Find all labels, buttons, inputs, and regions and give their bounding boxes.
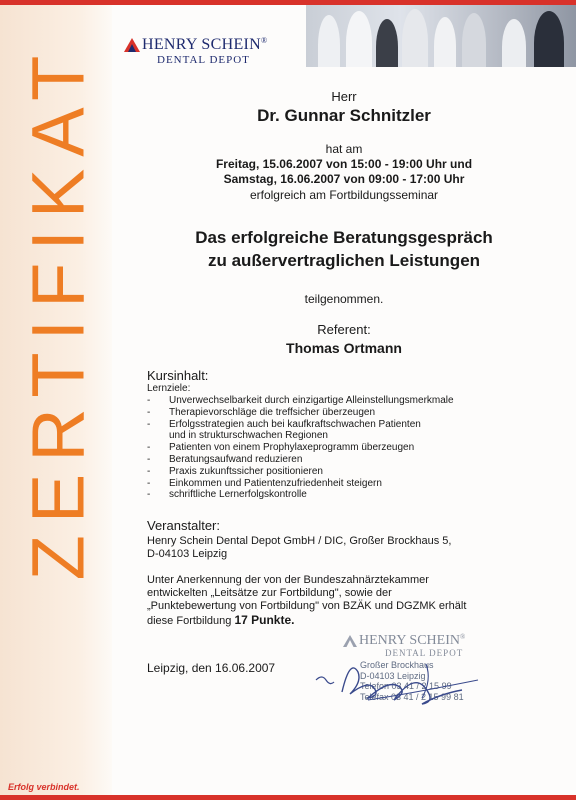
stamp-sub-text: DENTAL DEPOT xyxy=(385,648,464,658)
logo-brand-text: HENRY SCHEIN® xyxy=(142,36,268,53)
list-item: - Therapievorschläge die treffsicher überzeugen xyxy=(147,406,376,418)
list-item: - schriftliche Lernerfolgskontrolle xyxy=(147,489,307,501)
footer-slogan: Erfolg verbindet. xyxy=(8,782,80,792)
attendance-outro: erfolgreich am Fortbildungsseminar xyxy=(249,188,439,202)
speaker-label: Referent: xyxy=(317,322,371,337)
attendance-date-2: Samstag, 16.06.2007 von 09:00 - 17:00 Uhr xyxy=(223,172,465,186)
list-item: - Praxis zukunftssicher positionieren xyxy=(147,465,323,477)
logo-mark-icon xyxy=(124,38,140,52)
logo-sub-text: DENTAL DEPOT xyxy=(157,54,250,66)
list-item: - Unverwechselbarkeit durch einzigartige Alleinstellungsmerkmale xyxy=(147,395,454,406)
list-item: - Patienten von einem Prophylaxeprogramm überzeugen xyxy=(147,442,415,454)
organizer-line-2: D-04103 Leipzig xyxy=(147,548,228,560)
seminar-title-1: Das erfolgreiche Beratungsgespräch xyxy=(195,228,493,247)
stamp-address: Großer Brockhaus D-04103 Leipzig Telefon 03 41 / 2 15 99 Telefax 03 41 / 2 15 99 81 xyxy=(360,660,464,702)
course-heading: Kursinhalt: xyxy=(147,368,209,383)
stamp-logo-mark-icon xyxy=(343,635,357,647)
recognition-line-1: Unter Anerkennung der von der Bundeszahnärztekammer xyxy=(147,574,429,586)
list-item: und in strukturschwachen Regionen xyxy=(169,430,328,442)
speaker-name: Thomas Ortmann xyxy=(286,340,402,356)
zertifikat-word: ZERTIFIKAT xyxy=(16,43,100,581)
footer-red-bar xyxy=(0,795,576,800)
learning-goals-list xyxy=(147,395,454,501)
recipient-name: Dr. Gunnar Schnitzler xyxy=(257,106,431,125)
organizer-heading: Veranstalter: xyxy=(147,518,220,533)
participated-text: teilgenommen. xyxy=(304,292,384,306)
attendance-date-1: Freitag, 15.06.2007 von 15:00 - 19:00 Uhr und xyxy=(215,157,473,171)
recognition-line-3: „Punktebewertung von Fortbildung" von BZÄK und DGZMK erhält xyxy=(147,600,467,612)
list-item: - Beratungsaufwand reduzieren xyxy=(147,453,303,465)
handwritten-signature xyxy=(308,652,508,712)
points-value: 17 Punkte. xyxy=(234,613,295,627)
organizer-line-1: Henry Schein Dental Depot GmbH / DIC, Großer Brockhaus 5, xyxy=(147,535,452,547)
attendance-intro: hat am xyxy=(325,142,363,156)
list-item: - Erfolgsstrategien auch bei kaufkraftschwachen Patienten xyxy=(147,418,421,430)
course-subheading: Lernziele: xyxy=(147,383,191,394)
recipient-salutation: Herr xyxy=(331,89,357,104)
photo-banner-image xyxy=(306,5,576,67)
recognition-line-4: diese Fortbildung 17 Punkte. xyxy=(147,613,295,627)
place-and-date: Leipzig, den 16.06.2007 xyxy=(147,661,276,675)
stamp-brand-text: HENRY SCHEIN® xyxy=(359,633,466,648)
recognition-line-2: entwickelten „Leitsätze zur Fortbildung", sowie der xyxy=(147,587,392,599)
list-item: - Einkommen und Patientenzufriedenheit steigern xyxy=(147,477,382,489)
henry-schein-logo xyxy=(124,36,284,70)
seminar-title-2: zu außervertraglichen Leistungen xyxy=(207,251,481,270)
